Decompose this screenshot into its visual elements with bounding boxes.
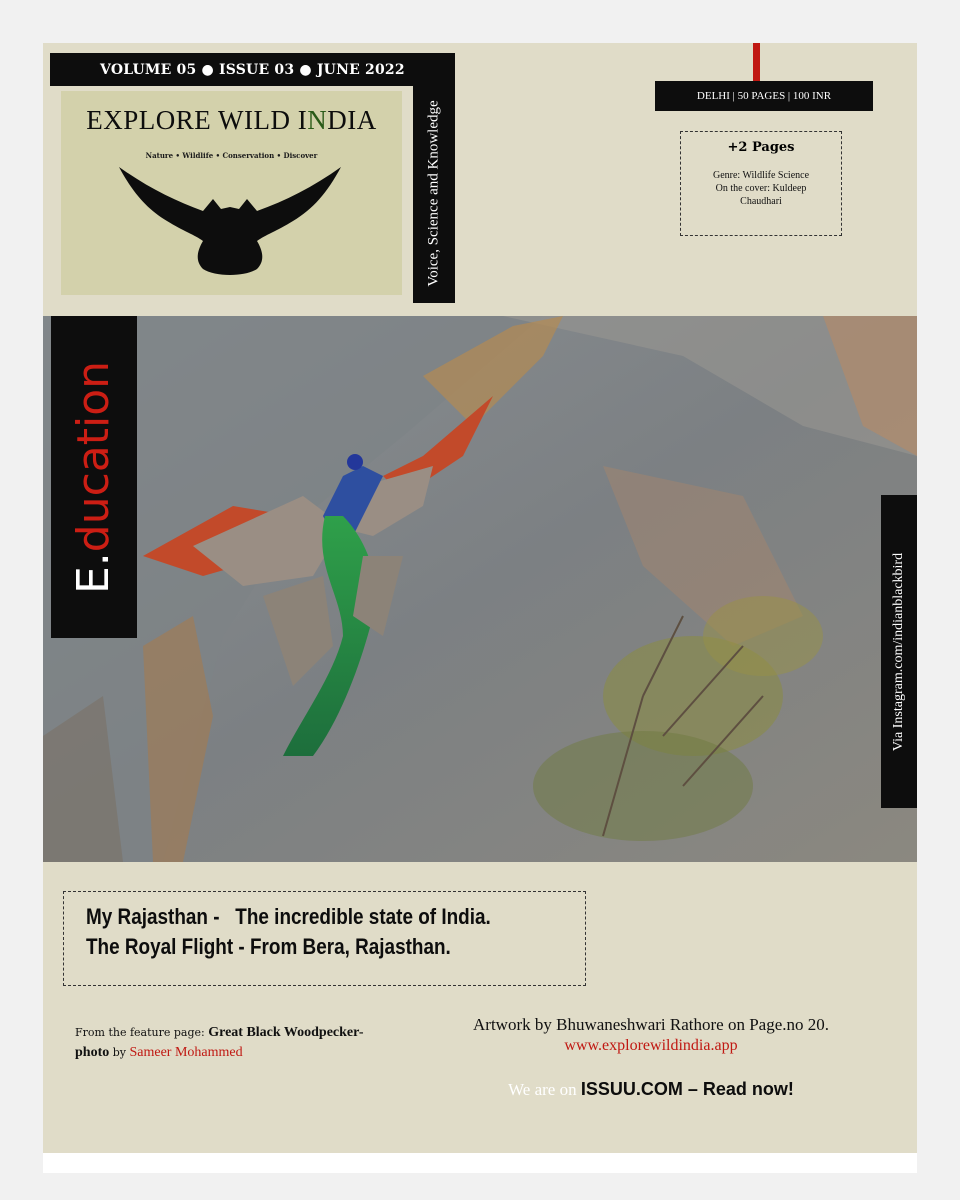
section-label (69, 360, 120, 593)
owl-silhouette-icon (117, 159, 343, 279)
cover-credit-name: Chaudhari (740, 196, 782, 207)
title-accent: N (307, 105, 328, 135)
side-text: Voice, Science and Knowledge (425, 99, 442, 287)
feature-credit (75, 1023, 395, 1063)
issuu-promo (403, 1079, 899, 1100)
title-part-end: DIA (327, 105, 377, 135)
section-prefix: E. (68, 551, 120, 594)
instagram-tag (881, 495, 917, 808)
logo-panel (61, 91, 402, 295)
cover-credit-line: On the cover: Kuldeep (715, 183, 807, 194)
extra-title: +2 Pages (727, 140, 795, 155)
issue-line: VOLUME 05 ● ISSUE 03 ● JUNE 2022 (100, 61, 405, 78)
genre-line: Genre: Wildlife Science (712, 170, 810, 181)
section-tag (51, 316, 137, 638)
issuu-prefix: We are on (508, 1080, 581, 1099)
credit-title: Great Black Woodpecker- photo (75, 1025, 364, 1060)
extra-pages-box (680, 131, 842, 236)
headline-line-2: The Royal Flight - From Bera, Rajasthan. (86, 934, 451, 959)
title-part: EXPLORE WILD I (86, 105, 308, 135)
headline-line-1: My Rajasthan - The incredible state of India. (86, 904, 491, 929)
issue-bar (50, 53, 455, 86)
instagram-credit: Via Instagram.com/indianblackbird (891, 552, 906, 751)
credit-by: by (109, 1046, 130, 1059)
artwork-credit: Artwork by Bhuwaneshwari Rathore on Page.no 20. (473, 1015, 829, 1034)
price-line: DELHI | 50 PAGES | 100 INR (696, 90, 832, 102)
credit-photographer: Sameer Mohammed (129, 1045, 243, 1060)
magazine-cover (43, 43, 917, 1153)
page-bottom-strip (43, 1153, 917, 1173)
headline-box (63, 891, 586, 986)
credit-prefix: From the feature page: (75, 1026, 209, 1039)
red-accent-line (753, 43, 760, 81)
side-text-container (413, 83, 455, 303)
tagline: Nature • Wildlife • Conservation • Discover (145, 151, 318, 160)
price-box (655, 81, 873, 111)
section-rest: ducation (68, 360, 120, 552)
cover-photo (43, 316, 917, 862)
issuu-link[interactable]: ISSUU.COM – Read now! (580, 1079, 794, 1099)
magazine-title (61, 105, 402, 136)
website-link[interactable]: www.explorewildindia.app (564, 1037, 738, 1054)
